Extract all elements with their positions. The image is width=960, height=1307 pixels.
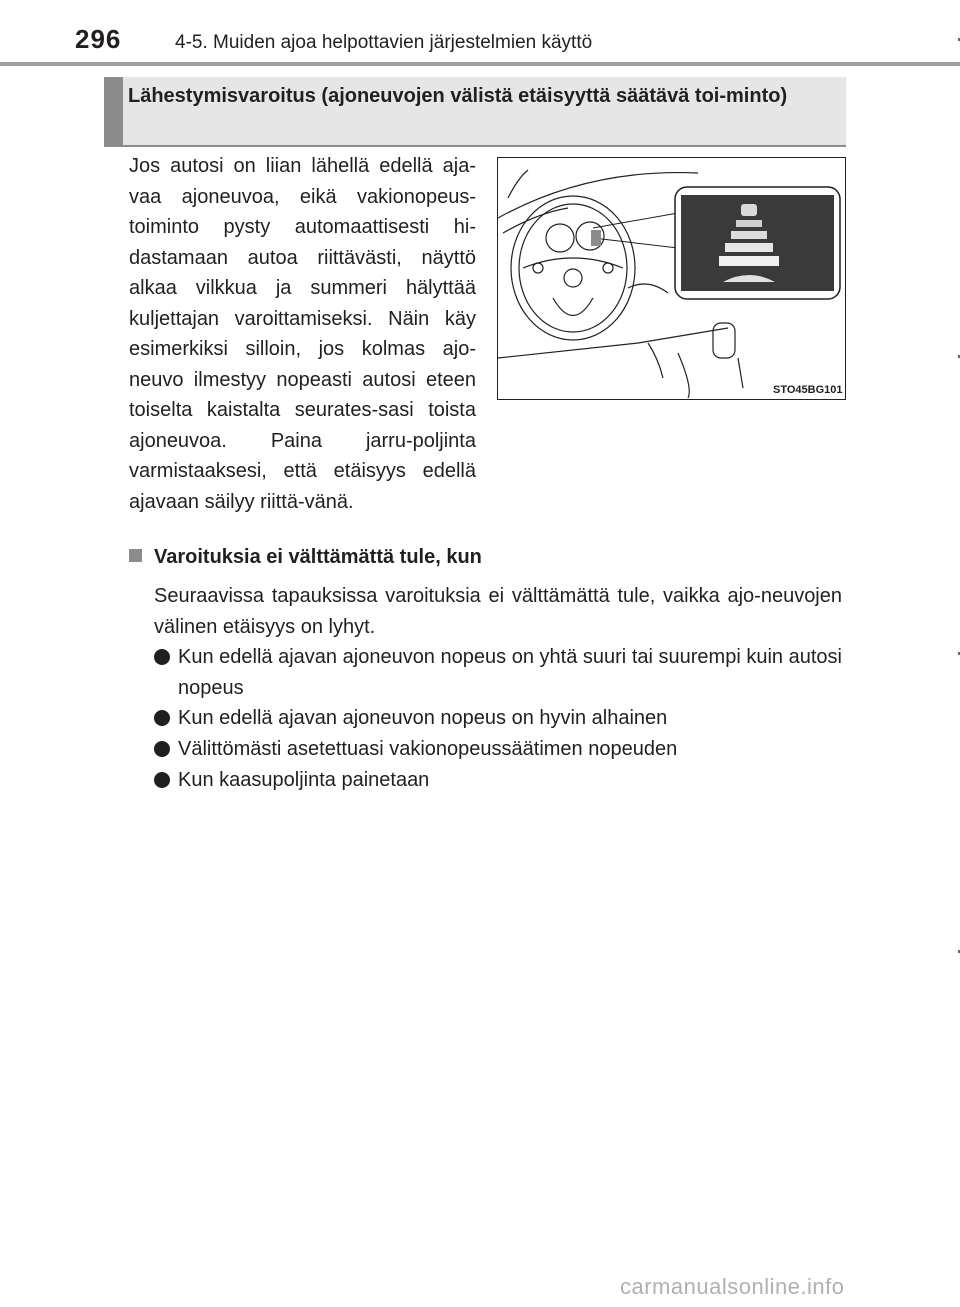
section-bar (104, 77, 123, 145)
section-title: Lähestymisvaroitus (ajoneuvojen välistä etäisyyttä säätävä toi-minto) (128, 85, 788, 107)
sub-heading-text: Varoituksia ei välttämättä tule, kun (154, 546, 482, 568)
bullet-item (154, 703, 842, 734)
header-rule (0, 62, 960, 66)
intro-paragraph: Jos autosi on liian lähellä edellä aja-vaa ajoneuvoa, eikä vakionopeus-toiminto pysty automaattisesti hi-dastamaan autoa riittävästi, näyttö alkaa vilkkua ja summeri hälyttää kuljettajan varoittamiseksi. Näin käy esimerkiksi silloin, jos kolmas ajo-neuvo ilmestyy nopeasti autosi eteen toiselta kaistalta seurates-sasi toista ajoneuvoa. Paina jarru-poljinta varmistaaksesi, että etäisyys edellä ajavaan säilyy riittä-vänä. (129, 155, 476, 513)
page-number: 296 (75, 24, 122, 54)
bullet-dot-icon (154, 772, 170, 788)
sub-heading (129, 546, 482, 569)
bullet-text: Kun edellä ajavan ajoneuvon nopeus on yhtä suuri tai suurempi kuin autosi nopeus (178, 646, 842, 699)
bullet-text: Kun edellä ajavan ajoneuvon nopeus on hyvin alhainen (178, 707, 668, 729)
bullet-item (154, 765, 842, 796)
bullet-dot-icon (154, 741, 170, 757)
bullet-text: Kun kaasupoljinta painetaan (178, 769, 430, 791)
chapter-title: 4-5. Muiden ajoa helpottavien järjestelmien käyttö (175, 32, 593, 53)
bullet-item (154, 642, 842, 704)
body-paragraph: Seuraavissa tapauksissa varoituksia ei välttämättä tule, vaikka ajo-neuvojen välinen etäisyys on lyhyt. (154, 585, 842, 638)
bullet-dot-icon (154, 649, 170, 665)
watermark: carmanualsonline.info (620, 1274, 845, 1299)
bullet-item (154, 734, 842, 765)
section-box (104, 77, 846, 147)
dashboard-figure (497, 157, 846, 400)
bullet-text: Välittömästi asetettuasi vakionopeussäätimen nopeuden (178, 738, 678, 760)
bullet-dot-icon (154, 710, 170, 726)
dashboard-illustration (498, 158, 844, 398)
figure-code: STO45BG101 (773, 384, 843, 396)
square-marker-icon (129, 549, 142, 562)
